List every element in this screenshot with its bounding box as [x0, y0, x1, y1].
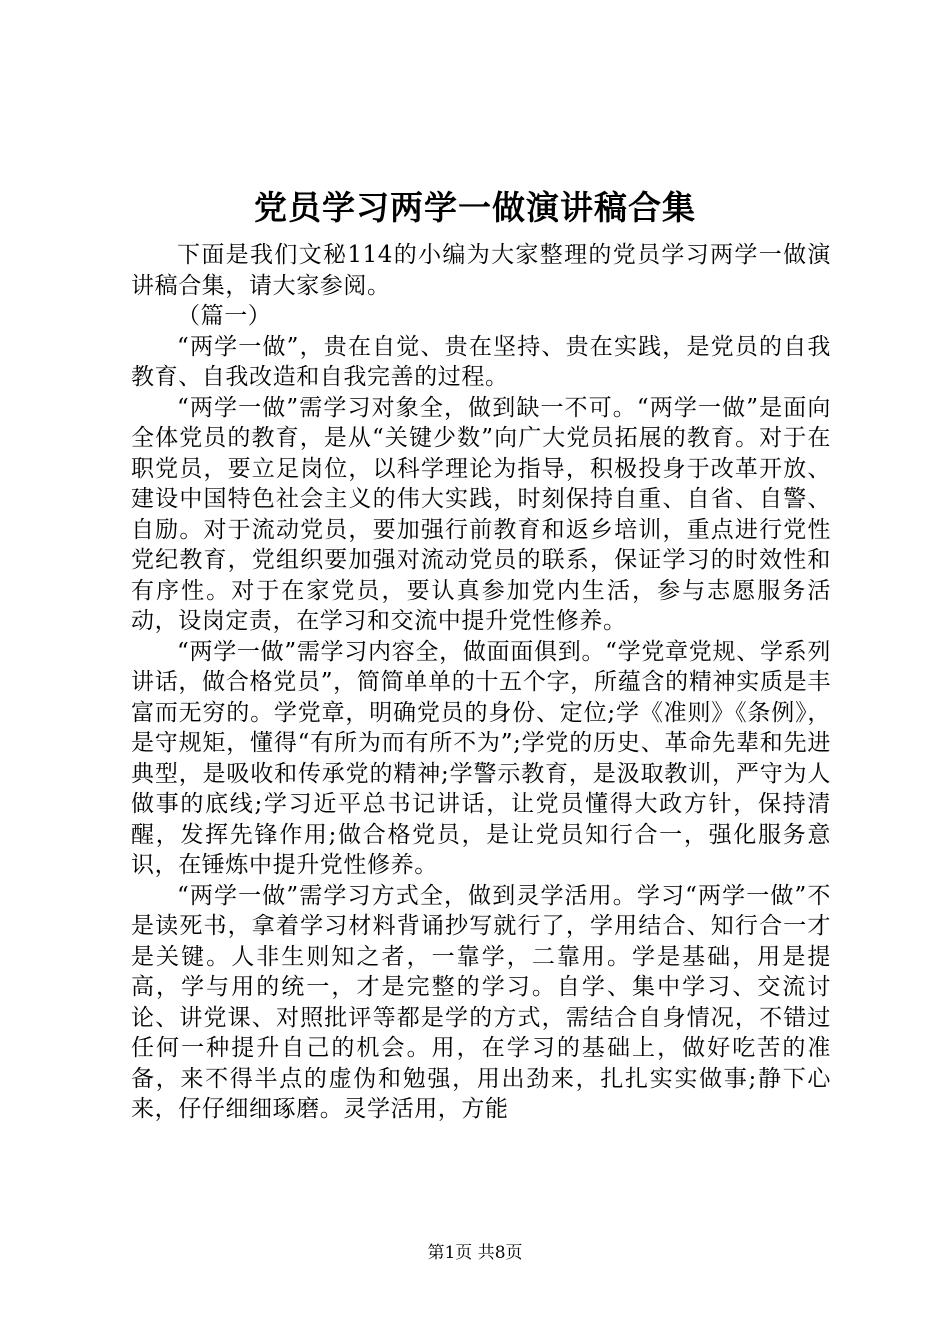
- paragraph-1: “两学一做”，贵在自觉、贵在坚持、贵在实践，是党员的自我教育、自我改造和自我完善的过程。: [131, 333, 831, 390]
- document-title: 党员学习两学一做演讲稿合集: [254, 188, 696, 227]
- paragraph-4: “两学一做”需学习方式全，做到灵学活用。学习“两学一做”不是读死书，拿着学习材料背诵抄写就行了，学用结合、知行合一才是关键。人非生则知之者，一靠学，二靠用。学是基础，用是提高，学与用的统一，才是完整的学习。自学、集中学习、交流讨论、讲党课、对照批评等都是学的方式，需结合自身情况，不错过任何一种提升自己的机会。用，在学习的基础上，做好吃苦的准备，来不得半点的虚伪和勉强，用出劲来，扎扎实实做事;静下心来，仔仔细细琢磨。灵学活用，方能: [131, 882, 831, 1122]
- paragraph-3: “两学一做”需学习内容全，做面面俱到。“学党章党规、学系列讲话，做合格党员”，简简单单的十五个字，所蕴含的精神实质是丰富而无穷的。学党章，明确党员的身份、定位;学《准则》《条例》，是守规矩，懂得“有所为而有所不为”;学党的历史、革命先辈和先进典型，是吸收和传承党的精神;学警示教育，是汲取教训，严守为人做事的底线;学习近平总书记讲话，让党员懂得大政方针，保持清醒，发挥先锋作用;做合格党员，是让党员知行合一，强化服务意识，在锤炼中提升党性修养。: [131, 638, 831, 878]
- paragraph-section-heading: （篇一）: [177, 303, 272, 329]
- paragraph-2: “两学一做”需学习对象全，做到缺一不可。“两学一做”是面向全体党员的教育，是从“关键少数”向广大党员拓展的教育。对于在职党员，要立足岗位，以科学理论为指导，积极投身于改革开放、建设中国特色社会主义的伟大实践，时刻保持自重、自省、自警、自励。对于流动党员，要加强行前教育和返乡培训，重点进行党性党纪教育，党组织要加强对流动党员的联系，保证学习的时效性和有序性。对于在家党员，要认真参加党内生活，参与志愿服务活动，设岗定责，在学习和交流中提升党性修养。: [131, 394, 831, 634]
- page-footer: 第1页 共8页: [427, 1243, 523, 1263]
- document-body: [131, 240, 831, 1125]
- paragraph-intro: 下面是我们文秘114的小编为大家整理的党员学习两学一做演讲稿合集，请大家参阅。: [131, 242, 831, 299]
